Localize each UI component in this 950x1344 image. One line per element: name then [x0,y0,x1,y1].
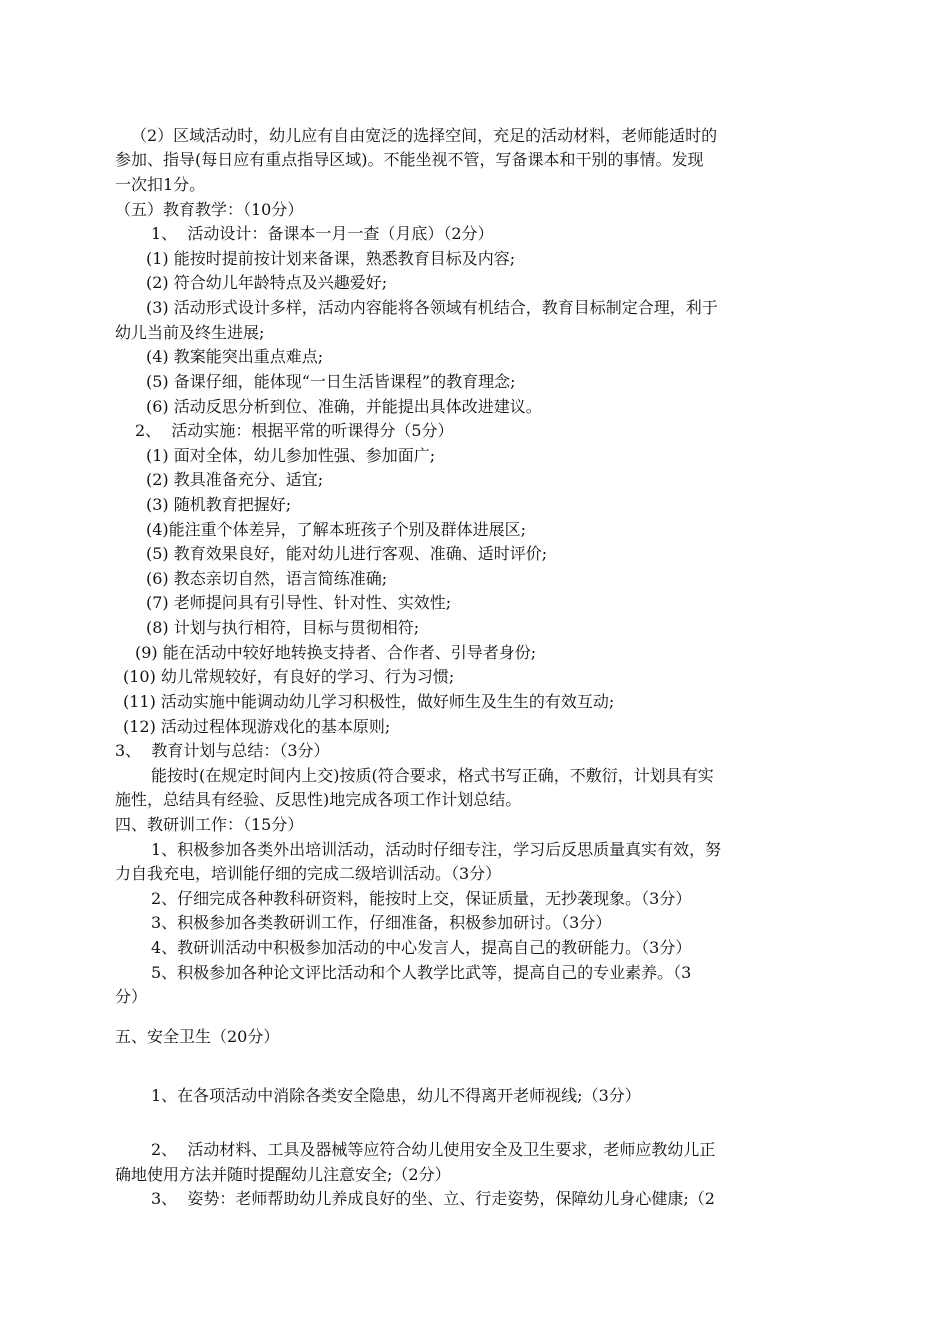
list-item: 2、 活动材料、工具及器械等应符合幼儿使用安全及卫生要求，老师应教幼儿正 [151,1140,716,1159]
list-item: 1、在各项活动中消除各类安全隐患，幼儿不得离开老师视线;（3分） [151,1086,641,1105]
list-item: (5) 教育效果良好，能对幼儿进行客观、准确、适时评价; [146,544,548,563]
list-item: 2、仔细完成各种教科研资料，能按时上交，保证质量，无抄袭现象。（3分） [151,889,692,908]
list-item: 分） [115,987,148,1006]
list-item: (7) 老师提问具有引导性、针对性、实效性; [146,593,452,612]
section-heading: 四、教研训工作：（15分） [115,815,304,834]
list-item: 3、 姿势：老师帮助幼儿养成良好的坐、立、行走姿势，保障幼儿身心健康;（2 [151,1189,715,1208]
list-item: (1) 能按时提前按计划来备课，熟悉教育目标及内容; [146,249,516,268]
list-item: (6) 教态亲切自然，语言简练准确; [146,569,388,588]
list-item: 1、积极参加各类外出培训活动，活动时仔细专注，学习后反思质量真实有效，努 [151,840,722,859]
paragraph-line: 一次扣1分。 [115,175,206,194]
list-item: 确地使用方法并随时提醒幼儿注意安全;（2分） [115,1165,451,1184]
list-item: 幼儿当前及终生进展; [115,323,265,342]
list-item: 5、积极参加各种论文评比活动和个人教学比武等，提高自己的专业素养。（3 [151,963,692,982]
paragraph-line: 能按时(在规定时间内上交)按质(符合要求，格式书写正确，不敷衍，计划具有实 [151,766,714,785]
subsection-heading: 1、 活动设计：备课本一月一查（月底）（2分） [151,224,494,243]
list-item: (11) 活动实施中能调动幼儿学习积极性，做好师生及生生的有效互动; [123,692,615,711]
section-heading: （五）教育教学：（10分） [115,200,304,219]
paragraph-line: 参加、指导(每日应有重点指导区域)。不能坐视不管，写备课本和干别的事情。发现 [115,150,704,169]
list-item: (3) 活动形式设计多样，活动内容能将各领域有机结合，教育目标制定合理，利于 [146,298,718,317]
list-item: (1) 面对全体，幼儿参加性强、参加面广; [146,446,436,465]
list-item: (9) 能在活动中较好地转换支持者、合作者、引导者身份; [135,643,537,662]
list-item: 4、教研训活动中积极参加活动的中心发言人，提高自己的教研能力。（3分） [151,938,692,957]
list-item: (3) 随机教育把握好; [146,495,292,514]
list-item: (10) 幼儿常规较好，有良好的学习、行为习惯; [123,667,455,686]
subsection-heading: 2、 活动实施：根据平常的听课得分（5分） [135,421,454,440]
paragraph-line: 施性，总结具有经验、反思性)地完成各项工作计划总结。 [115,790,522,809]
list-item: (4) 教案能突出重点难点; [146,347,324,366]
list-item: (5) 备课仔细，能体现“一日生活皆课程”的教育理念; [146,372,516,391]
paragraph-line: （2）区域活动时，幼儿应有自由宽泛的选择空间，充足的活动材料，老师能适时的 [131,126,718,145]
list-item: 力自我充电，培训能仔细的完成二级培训活动。（3分） [115,864,502,883]
list-item: (4)能注重个体差异，了解本班孩子个别及群体进展区; [146,520,527,539]
section-heading: 五、安全卫生（20分） [115,1027,280,1046]
list-item: (6) 活动反思分析到位、准确，并能提出具体改进建议。 [146,397,542,416]
list-item: 3、积极参加各类教研训工作，仔细准备，积极参加研讨。（3分） [151,913,612,932]
list-item: (2) 教具准备充分、适宜; [146,470,324,489]
subsection-heading: 3、 教育计划与总结：（3分） [115,741,330,760]
list-item: (12) 活动过程体现游戏化的基本原则; [123,717,391,736]
list-item: (8) 计划与执行相符，目标与贯彻相符; [146,618,420,637]
list-item: (2) 符合幼儿年龄特点及兴趣爱好; [146,273,388,292]
